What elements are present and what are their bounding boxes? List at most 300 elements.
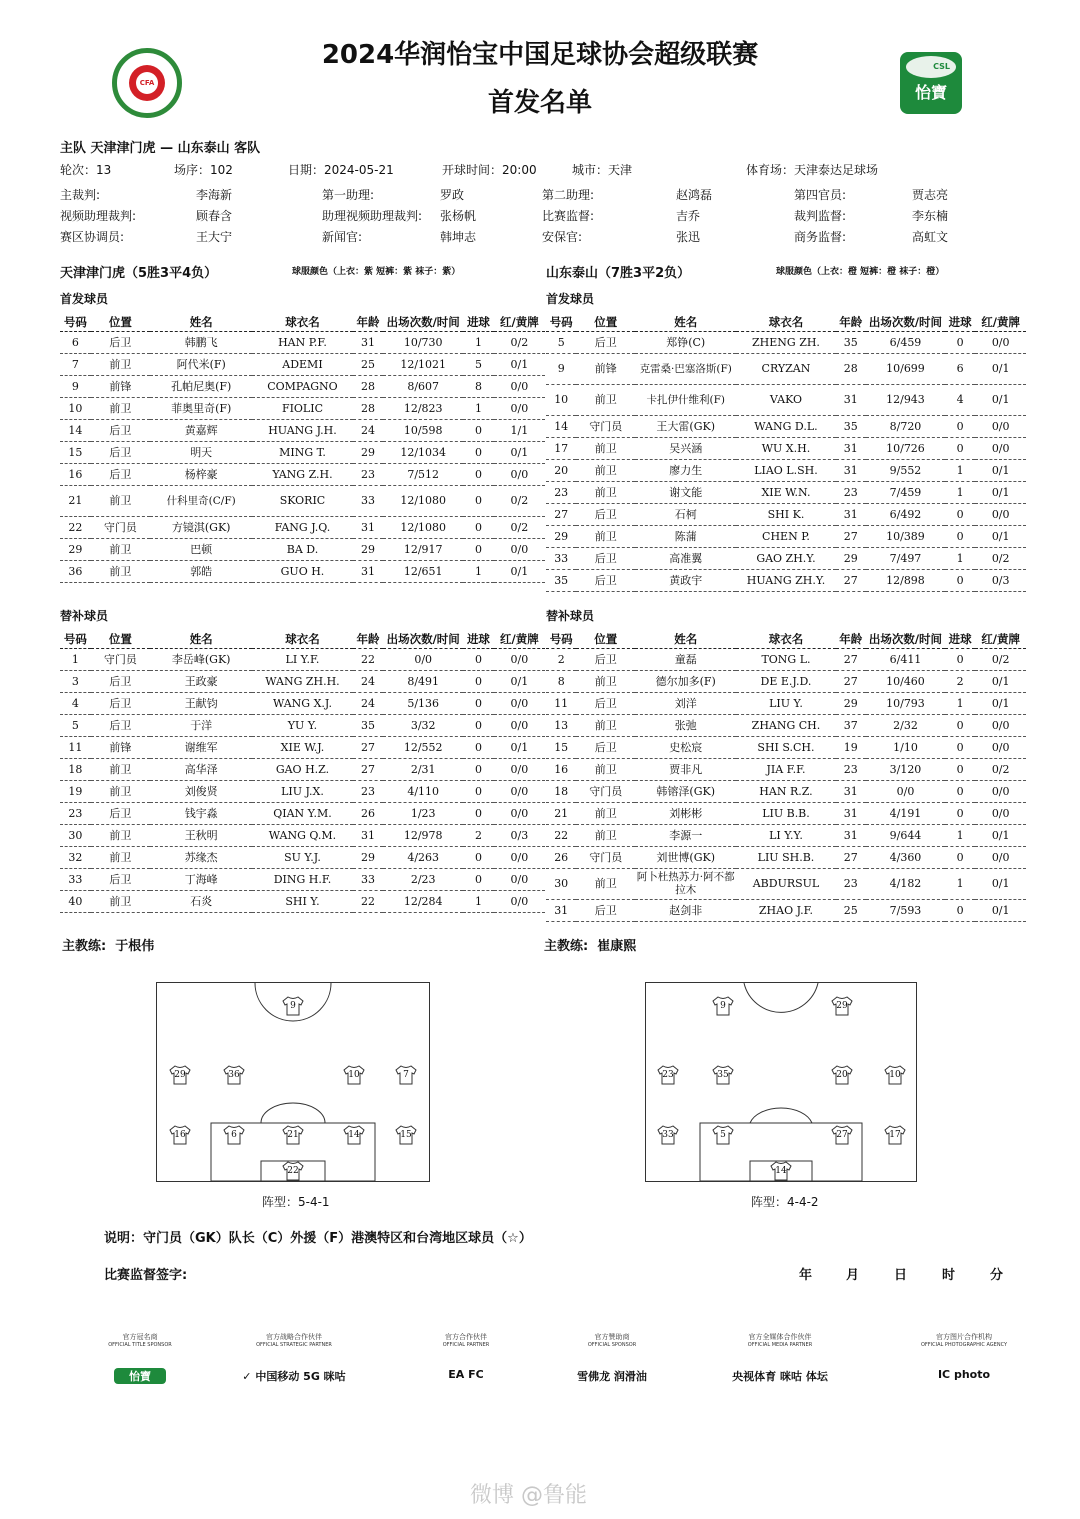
table-cell: 12/1080 — [383, 486, 463, 517]
table-cell: COMPAGNO — [252, 376, 352, 398]
player-shirt-icon — [831, 996, 853, 1016]
table-row — [60, 354, 545, 376]
table-row — [60, 649, 545, 671]
table-cell: 1/23 — [383, 803, 463, 825]
table-cell: 谢维军 — [150, 737, 252, 759]
table-cell: 菲奥里奇(F) — [150, 398, 252, 420]
official-role: 裁判监督: — [794, 209, 847, 223]
table-cell: 于洋 — [150, 715, 252, 737]
table-cell: 6 — [945, 354, 975, 385]
table-cell: 刘洋 — [635, 693, 736, 715]
official-name: 李海新 — [196, 188, 233, 202]
table-cell: 5 — [463, 354, 494, 376]
date-unit-label: 年 — [799, 1268, 813, 1283]
official-name: 罗政 — [440, 188, 465, 202]
table-cell: 7/593 — [866, 900, 945, 922]
player-shirt-icon — [282, 1161, 304, 1181]
table-cell: 0/0 — [975, 803, 1026, 825]
table-cell: 30 — [546, 869, 576, 900]
table-cell: 33 — [546, 548, 576, 570]
table-cell: 0/0 — [494, 781, 545, 803]
home-formation: 阵型：5-4-1 — [262, 1195, 330, 1209]
sponsor-block — [392, 1332, 540, 1381]
table-cell: 0 — [463, 649, 494, 671]
table-cell: 钱宇淼 — [150, 803, 252, 825]
table-cell: 10 — [546, 385, 576, 416]
table-cell: 22 — [60, 517, 91, 539]
table-cell: 19 — [836, 737, 866, 759]
sponsor-logo: 央视体育 咪咕 体坛 — [732, 1370, 828, 1383]
table-row — [546, 825, 1026, 847]
table-cell: 后卫 — [576, 649, 635, 671]
table-cell: 史松宸 — [635, 737, 736, 759]
table-cell: 0 — [945, 847, 975, 869]
table-cell: 童磊 — [635, 649, 736, 671]
official-name: 吉乔 — [676, 209, 701, 223]
official-role: 新闻官: — [322, 230, 363, 244]
player-shirt-icon — [712, 996, 734, 1016]
table-cell: 前锋 — [576, 354, 635, 385]
table-cell: 9 — [546, 354, 576, 385]
away-starters-label: 首发球员 — [546, 292, 595, 306]
table-cell: 12/823 — [383, 398, 463, 420]
sponsor-logo: EA FC — [448, 1368, 484, 1381]
table-row — [546, 649, 1026, 671]
stadium: 体育场：天津泰达足球场 — [746, 163, 879, 177]
table-cell: 33 — [353, 486, 384, 517]
table-cell: ZHAO J.F. — [736, 900, 835, 922]
table-cell: 王献钧 — [150, 693, 252, 715]
table-cell: ADEMI — [252, 354, 352, 376]
table-cell: ABDURSUL — [736, 869, 835, 900]
sponsor-block — [890, 1332, 1038, 1381]
table-cell: 12/1034 — [383, 442, 463, 464]
table-row — [546, 482, 1026, 504]
table-cell: CHEN P. — [736, 526, 835, 548]
table-cell: BA D. — [252, 539, 352, 561]
table-row — [546, 759, 1026, 781]
table-cell: WU X.H. — [736, 438, 835, 460]
table-cell: 0 — [463, 803, 494, 825]
table-cell: 31 — [353, 332, 384, 354]
round: 轮次：13 — [60, 163, 112, 177]
home-starters-label: 首发球员 — [60, 292, 109, 306]
shirt-number: 7 — [403, 1070, 409, 1080]
away-formation: 阵型：4-4-2 — [751, 1195, 819, 1209]
column-header: 球衣名 — [252, 630, 352, 649]
shirt-number: 14 — [348, 1130, 360, 1140]
table-cell: DE E.J.D. — [736, 671, 835, 693]
table-cell: 高准翼 — [635, 548, 736, 570]
table-cell: 0/0 — [494, 693, 545, 715]
table-row — [546, 693, 1026, 715]
table-row — [546, 869, 1026, 900]
table-cell: 12/898 — [866, 570, 945, 592]
csl-logo-text: 怡寶 — [914, 83, 947, 102]
table-cell: 后卫 — [91, 332, 150, 354]
date-unit-label: 月 — [846, 1268, 860, 1283]
table-cell: CRYZAN — [736, 354, 835, 385]
table-cell: LIU Y. — [736, 693, 835, 715]
cfa-logo-text: CFA — [136, 72, 158, 94]
table-cell: 6/492 — [866, 504, 945, 526]
table-cell: 后卫 — [576, 900, 635, 922]
table-row — [60, 737, 545, 759]
table-cell: 2/32 — [866, 715, 945, 737]
table-cell: 16 — [60, 464, 91, 486]
table-cell: 29 — [546, 526, 576, 548]
table-cell: 23 — [60, 803, 91, 825]
table-cell: 40 — [60, 891, 91, 913]
match-no: 场序：102 — [174, 163, 233, 177]
table-cell: 4/110 — [383, 781, 463, 803]
column-header: 球衣名 — [736, 313, 835, 332]
table-cell: 4/182 — [866, 869, 945, 900]
table-cell: JIA F.F. — [736, 759, 835, 781]
player-shirt-icon — [282, 996, 304, 1016]
shirt-number: 10 — [348, 1070, 360, 1080]
table-cell: 0/0 — [975, 504, 1026, 526]
column-header: 号码 — [60, 630, 91, 649]
table-cell: 31 — [353, 517, 384, 539]
table-cell: 19 — [60, 781, 91, 803]
table-cell: 0/2 — [494, 486, 545, 517]
table-cell: 10/389 — [866, 526, 945, 548]
home-subs-label: 替补球员 — [60, 609, 109, 623]
sponsor-logo: 怡寶 — [114, 1368, 166, 1384]
official-name: 贾志亮 — [912, 188, 949, 202]
table-cell: 26 — [546, 847, 576, 869]
table-cell: 谢文能 — [635, 482, 736, 504]
table-cell: 4/263 — [383, 847, 463, 869]
table-cell: 后卫 — [91, 442, 150, 464]
table-cell: 12/651 — [383, 561, 463, 583]
table-cell: 21 — [60, 486, 91, 517]
table-cell: 18 — [60, 759, 91, 781]
table-row — [60, 803, 545, 825]
table-cell: 0/0 — [494, 539, 545, 561]
table-cell: 前卫 — [91, 398, 150, 420]
table-cell: 苏缘杰 — [150, 847, 252, 869]
shirt-number: 5 — [720, 1130, 726, 1140]
away-starters-table — [546, 313, 1026, 592]
table-row — [60, 332, 545, 354]
table-cell: WANG Q.M. — [252, 825, 352, 847]
table-row — [546, 781, 1026, 803]
column-header: 进球 — [945, 313, 975, 332]
table-cell: 0 — [463, 693, 494, 715]
table-cell: 6 — [60, 332, 91, 354]
column-header: 姓名 — [150, 630, 252, 649]
table-row — [546, 570, 1026, 592]
table-cell: 10 — [60, 398, 91, 420]
table-cell: 吴兴涵 — [635, 438, 736, 460]
away-pitch — [645, 982, 917, 1182]
table-cell: LIU B.B. — [736, 803, 835, 825]
table-cell: 赵剑非 — [635, 900, 736, 922]
table-cell: 0 — [945, 649, 975, 671]
table-cell: 德尔加多(F) — [635, 671, 736, 693]
table-row — [546, 900, 1026, 922]
title-line-2: 首发名单 — [487, 88, 592, 118]
table-cell: 韩镕泽(GK) — [635, 781, 736, 803]
table-cell: 29 — [836, 693, 866, 715]
table-cell: 4 — [60, 693, 91, 715]
away-coach: 主教练: 崔康熙 — [544, 939, 637, 954]
away-team-record: 山东泰山（7胜3平2负） — [546, 266, 691, 281]
table-cell: 9/552 — [866, 460, 945, 482]
shirt-number: 35 — [717, 1070, 729, 1080]
table-cell: 0/1 — [494, 671, 545, 693]
sponsor-caption: 官方冠名商 — [122, 1333, 158, 1341]
table-cell: 29 — [353, 539, 384, 561]
table-cell: 0 — [463, 759, 494, 781]
table-row — [546, 526, 1026, 548]
table-cell: 张弛 — [635, 715, 736, 737]
table-cell: 13 — [546, 715, 576, 737]
table-cell: 前卫 — [91, 759, 150, 781]
csl-logo — [900, 52, 962, 114]
table-cell: 后卫 — [91, 715, 150, 737]
official-role: 第二助理: — [542, 188, 595, 202]
table-cell: 4/360 — [866, 847, 945, 869]
table-cell: 0 — [463, 420, 494, 442]
table-cell: 高华泽 — [150, 759, 252, 781]
city: 城市：天津 — [572, 163, 633, 177]
table-cell: 0/1 — [494, 354, 545, 376]
column-header: 出场次数/时间 — [866, 313, 945, 332]
official-name: 韩坤志 — [440, 230, 477, 244]
table-cell: 23 — [836, 759, 866, 781]
table-cell: 后卫 — [91, 693, 150, 715]
table-cell: 7/512 — [383, 464, 463, 486]
table-cell: 前卫 — [91, 354, 150, 376]
table-cell: 1 — [945, 869, 975, 900]
table-cell: 0 — [463, 464, 494, 486]
table-cell: 3/32 — [383, 715, 463, 737]
table-cell: 9 — [60, 376, 91, 398]
away-pitch-lines — [646, 983, 916, 1181]
official-role: 第四官员: — [794, 188, 847, 202]
table-cell: 前卫 — [576, 460, 635, 482]
table-cell: 黄政宇 — [635, 570, 736, 592]
table-cell: 5 — [546, 332, 576, 354]
table-cell: 前卫 — [91, 891, 150, 913]
shirt-number: 9 — [720, 1001, 726, 1011]
column-header: 年龄 — [836, 630, 866, 649]
table-cell: 31 — [353, 561, 384, 583]
table-cell: 24 — [353, 671, 384, 693]
table-cell: VAKO — [736, 385, 835, 416]
table-cell: 0/1 — [975, 825, 1026, 847]
table-row — [60, 759, 545, 781]
table-cell: 37 — [836, 715, 866, 737]
table-cell: 0 — [463, 869, 494, 891]
table-cell: 31 — [836, 504, 866, 526]
table-cell: 后卫 — [576, 332, 635, 354]
table-row — [546, 354, 1026, 385]
table-cell: SHI S.CH. — [736, 737, 835, 759]
table-row — [60, 715, 545, 737]
table-cell: 35 — [546, 570, 576, 592]
table-cell: 1 — [463, 332, 494, 354]
shirt-number: 16 — [174, 1130, 186, 1140]
table-cell: 后卫 — [91, 671, 150, 693]
home-coach: 主教练: 于根伟 — [62, 939, 155, 954]
table-cell: XIE W.J. — [252, 737, 352, 759]
column-header: 年龄 — [353, 313, 384, 332]
table-cell: 阿代米(F) — [150, 354, 252, 376]
column-header: 红/黄牌 — [975, 313, 1026, 332]
sponsor-caption: 官方赞助商 — [594, 1333, 630, 1341]
table-cell: 0 — [463, 539, 494, 561]
column-header: 位置 — [576, 630, 635, 649]
table-cell: 0 — [945, 570, 975, 592]
table-row — [546, 847, 1026, 869]
table-cell: QIAN Y.M. — [252, 803, 352, 825]
table-cell: 0/0 — [975, 737, 1026, 759]
official-role: 助理视频助理裁判: — [322, 209, 423, 223]
official-role: 赛区协调员: — [60, 230, 125, 244]
player-shirt-icon — [884, 1065, 906, 1085]
table-row — [546, 460, 1026, 482]
column-header: 出场次数/时间 — [383, 313, 463, 332]
table-row — [60, 825, 545, 847]
table-cell: 27 — [353, 759, 384, 781]
table-cell: 阿卜杜热苏力·阿不都拉木 — [635, 869, 736, 900]
table-row — [546, 416, 1026, 438]
table-cell: MING T. — [252, 442, 352, 464]
sponsor-caption: 官方战略合作伙伴 — [266, 1333, 322, 1341]
table-cell: 25 — [836, 900, 866, 922]
table-cell: 22 — [546, 825, 576, 847]
column-header: 位置 — [91, 630, 150, 649]
shirt-number: 29 — [174, 1070, 186, 1080]
table-cell: 23 — [836, 869, 866, 900]
table-cell: 0 — [945, 526, 975, 548]
table-cell: 前卫 — [576, 759, 635, 781]
table-cell: 方镜淇(GK) — [150, 517, 252, 539]
table-row — [60, 869, 545, 891]
official-role: 比赛监督: — [542, 209, 595, 223]
table-cell: 0/0 — [975, 438, 1026, 460]
table-row — [60, 847, 545, 869]
official-name: 顾春含 — [196, 209, 233, 223]
column-header: 红/黄牌 — [975, 630, 1026, 649]
table-cell: 0/0 — [975, 847, 1026, 869]
official-role: 安保官: — [542, 230, 583, 244]
table-cell: 24 — [353, 420, 384, 442]
table-cell: 0/3 — [494, 825, 545, 847]
table-cell: 0/0 — [494, 376, 545, 398]
table-cell: 20 — [546, 460, 576, 482]
table-cell: 24 — [353, 693, 384, 715]
table-cell: DING H.F. — [252, 869, 352, 891]
table-cell: 李岳峰(GK) — [150, 649, 252, 671]
table-cell: 0/0 — [494, 649, 545, 671]
table-cell: 后卫 — [91, 803, 150, 825]
table-cell: 李源一 — [635, 825, 736, 847]
table-cell: 25 — [353, 354, 384, 376]
table-cell: YU Y. — [252, 715, 352, 737]
table-cell: 0/0 — [494, 803, 545, 825]
table-cell: 石柯 — [635, 504, 736, 526]
table-cell: 0/0 — [494, 759, 545, 781]
table-cell: 0 — [945, 715, 975, 737]
table-cell: 0/0 — [975, 781, 1026, 803]
table-cell: 0 — [945, 781, 975, 803]
player-shirt-icon — [712, 1065, 734, 1085]
table-cell: 29 — [353, 442, 384, 464]
table-row — [60, 517, 545, 539]
table-cell: 10/726 — [866, 438, 945, 460]
table-cell: 刘俊贤 — [150, 781, 252, 803]
table-cell: 26 — [353, 803, 384, 825]
table-cell: 0 — [463, 442, 494, 464]
table-cell: 0/1 — [975, 482, 1026, 504]
table-cell: 27 — [836, 649, 866, 671]
table-cell: 0/0 — [494, 847, 545, 869]
table-cell: 守门员 — [576, 416, 635, 438]
shirt-number: 14 — [775, 1166, 787, 1176]
table-cell: LIAO L.SH. — [736, 460, 835, 482]
column-header: 进球 — [463, 630, 494, 649]
table-cell: 12/917 — [383, 539, 463, 561]
table-cell: 1 — [945, 460, 975, 482]
official-name: 张杨帆 — [440, 209, 477, 223]
table-cell: 31 — [836, 803, 866, 825]
table-cell: 27 — [546, 504, 576, 526]
table-cell: 5 — [60, 715, 91, 737]
column-header: 出场次数/时间 — [383, 630, 463, 649]
away-subs-label: 替补球员 — [546, 609, 595, 623]
shirt-number: 23 — [662, 1070, 674, 1080]
table-cell: 12/1080 — [383, 517, 463, 539]
table-cell: TONG L. — [736, 649, 835, 671]
table-row — [546, 715, 1026, 737]
table-cell: SHI Y. — [252, 891, 352, 913]
player-shirt-icon — [282, 1125, 304, 1145]
official-name: 李东楠 — [912, 209, 949, 223]
table-cell: 前卫 — [576, 715, 635, 737]
column-header: 红/黄牌 — [494, 630, 545, 649]
table-row — [60, 420, 545, 442]
table-cell: 前卫 — [91, 825, 150, 847]
column-header: 出场次数/时间 — [866, 630, 945, 649]
column-header: 进球 — [945, 630, 975, 649]
table-cell: 27 — [836, 847, 866, 869]
table-cell: 31 — [836, 460, 866, 482]
table-cell: 0/0 — [975, 416, 1026, 438]
table-cell: FANG J.Q. — [252, 517, 352, 539]
table-cell: 明天 — [150, 442, 252, 464]
table-cell: 30 — [60, 825, 91, 847]
table-cell: 23 — [836, 482, 866, 504]
table-cell: 15 — [546, 737, 576, 759]
sponsor-logo: ✓ 中国移动 5G 咪咕 — [242, 1370, 346, 1383]
away-team: 山东泰山 — [177, 141, 230, 156]
table-cell: 0/2 — [975, 649, 1026, 671]
table-cell: 31 — [836, 438, 866, 460]
table-cell: 12/978 — [383, 825, 463, 847]
table-header-row — [60, 313, 545, 332]
table-cell: 前卫 — [576, 438, 635, 460]
table-row — [546, 438, 1026, 460]
home-pitch — [156, 982, 430, 1182]
table-cell: 10/793 — [866, 693, 945, 715]
table-cell: 贾非凡 — [635, 759, 736, 781]
away-subs-table — [546, 630, 1026, 922]
